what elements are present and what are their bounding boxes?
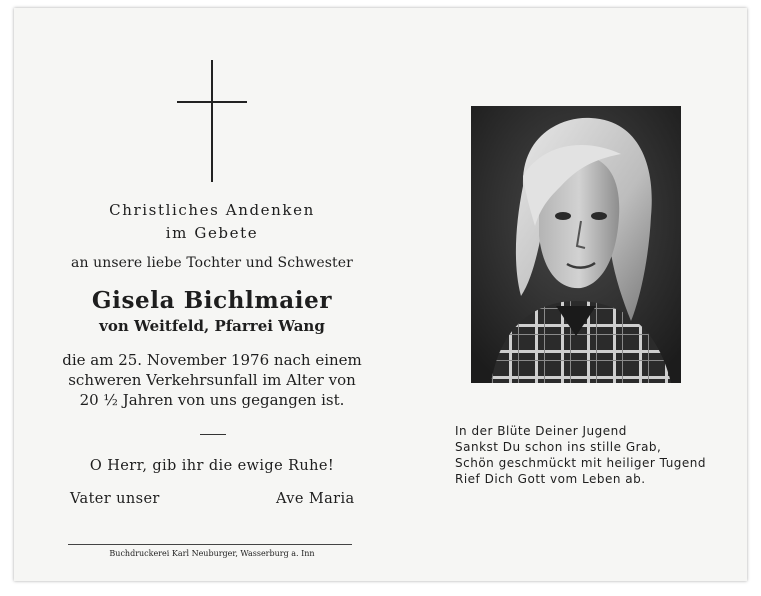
heading-line-2: im Gebete	[165, 224, 259, 242]
printer-credit: Buchdruckerei Karl Neuburger, Wasserburg a. Inn	[109, 549, 315, 558]
death-text-line-2: schweren Verkehrsunfall im Alter von	[68, 371, 356, 389]
poem-line-2: Sankst Du schon ins stille Grab,	[455, 440, 662, 454]
prayer-vater-unser: Vater unser	[70, 491, 160, 507]
poem	[455, 423, 706, 487]
heading-line-1: Christliches Andenken	[109, 201, 315, 219]
dedication: an unsere liebe Tochter und Schwester	[71, 255, 353, 271]
cross-icon	[177, 60, 247, 182]
divider	[200, 434, 226, 435]
poem-line-1: In der Blüte Deiner Jugend	[455, 424, 627, 438]
poem-line-4: Rief Dich Gott vom Leben ab.	[455, 472, 646, 486]
origin: von Weitfeld, Pfarrei Wang	[99, 317, 325, 335]
prayer: O Herr, gib ihr die ewige Ruhe!	[89, 458, 335, 474]
death-text-line-1: die am 25. November 1976 nach einem	[62, 351, 362, 369]
portrait-photo	[471, 106, 681, 383]
poem-line-3: Schön geschmückt mit heiliger Tugend	[455, 456, 707, 470]
prayer-ave-maria: Ave Maria	[276, 491, 355, 507]
footer-rule	[68, 544, 352, 545]
memorial-card	[14, 8, 747, 581]
deceased-name: Gisela Bichlmaier	[91, 287, 333, 314]
death-text-line-3: 20 ½ Jahren von uns gegangen ist.	[79, 391, 345, 409]
